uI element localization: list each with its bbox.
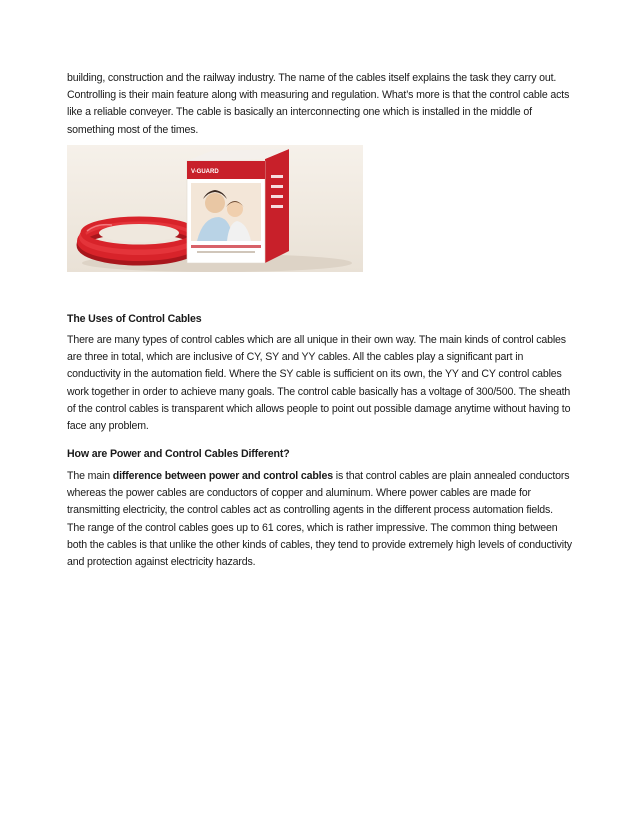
- section-2-bold-phrase: difference between power and control cables: [112, 470, 333, 482]
- section-2-paragraph: [67, 468, 573, 571]
- section-2-rest: is that control cables are plain annealed conductors whereas the power cables are conductors of copper and aluminum. Where power cables are made for transmitting electricity, the control cables act as controlling agents in the different process automation fields. The range of the control cables goes up to 61 cores, which is rather impressive. The common thing between both the cables is that unlike the other kinds of cables, they tend to provide extremely high levels of conductivity and protection against electricity hazards.: [67, 470, 572, 569]
- box-brand-label: V-GUARD: [191, 169, 219, 175]
- cable-box-illustration: [67, 145, 363, 272]
- section-1-paragraph: There are many types of control cables which are all unique in their own way. The main kinds of control cables are three in total, which are inclusive of CY, SY and YY cables. All the cables play a significant part in conductivity in the automation field. Where the SY cable is sufficient on its own, the YY and CY control cables work together in order to achieve many goals. The control cable basically has a voltage of 300/500. The sheath of the control cables is transparent which allows people to point out possible damage anytime without having to face any problem.: [67, 334, 571, 433]
- cable-coil: [81, 219, 197, 261]
- section-2-lead: The main: [67, 470, 113, 482]
- section-1-heading: The Uses of Control Cables: [67, 313, 202, 325]
- section-2-heading: How are Power and Control Cables Different?: [67, 448, 290, 460]
- intro-paragraph: building, construction and the railway industry. The name of the cables itself explains the task they carry out. Controlling is their main feature along with measuring and regulation. What’s more is that the control cable acts like a reliable conveyer. The cable is basically an interconnecting one which is installed in the middle of something most of the times.: [67, 72, 570, 136]
- product-image: [67, 145, 363, 272]
- family-photo: [191, 183, 261, 241]
